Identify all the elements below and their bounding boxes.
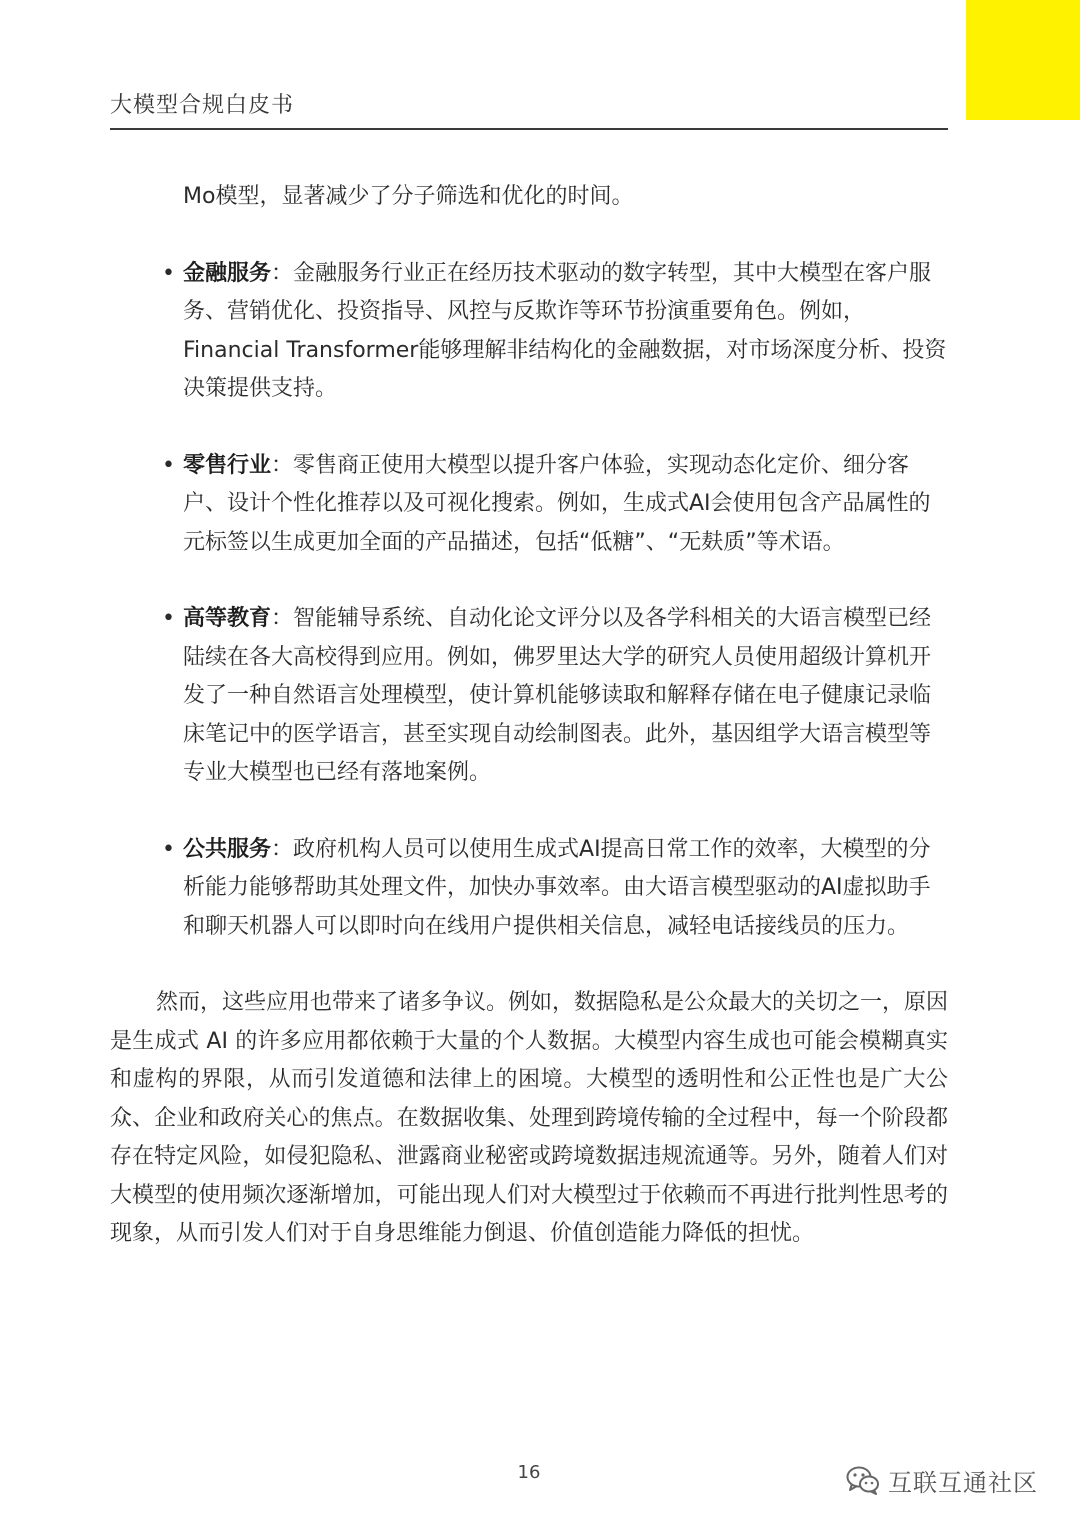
page-content [110,178,948,1254]
watermark-text: 互联互通社区 [888,1468,1038,1497]
bullet-dot: • [162,836,175,862]
wechat-icon [846,1465,880,1495]
page-number: 16 [517,1462,541,1483]
bullet-dot: • [162,606,175,631]
bullet-term: 零售行业 [183,452,272,478]
bullet-higher-education [110,600,948,793]
header-title: 大模型合规白皮书 [110,93,295,118]
bullet-dot: • [162,260,175,286]
bullet-dot: • [162,452,175,478]
bullet-term: 高等教育 [183,606,272,631]
bullet-text: ：政府机构人员可以使用生成式AI提高日常工作的效率，大模型的分析能力能够帮助其处理文件，加快办事效率。由大语言模型驱动的AI虚拟助手和聊天机器人可以即时向在线用户提供相关信息，减轻电话接线员的压力。 [183,836,931,939]
bullet-text: ：零售商正使用大模型以提升客户体验，实现动态化定价、细分客户、设计个性化推荐以及可视化搜索。例如，生成式AI会使用包含产品属性的元标签以生成更加全面的产品描述，包括“低糖”、“无麸质”等术语。 [183,452,931,555]
bullet-term: 公共服务 [183,836,272,862]
bullet-text: ：智能辅导系统、自动化论文评分以及各学科相关的大语言模型已经陆续在各大高校得到应用。例如，佛罗里达大学的研究人员使用超级计算机开发了一种自然语言处理模型，使计算机能够读取和解释存储在电子健康记录临床笔记中的医学语言，甚至实现自动绘制图表。此外，基因组学大语言模型等专业大模型也已经有落地案例。 [183,606,932,785]
watermark [846,1460,1038,1500]
bullet-public-services [110,831,948,947]
header-rule [110,128,948,130]
bullet-term: 金融服务 [183,260,272,286]
bullet-retail [110,447,948,563]
bullet-finance [110,255,948,409]
bullet-text: ：金融服务行业正在经历技术驱动的数字转型，其中大模型在客户服务、营销优化、投资指导、风控与反欺诈等环节扮演重要角色。例如，Financial Transformer能够理解非结构化的金融数据，对市场深度分析、投资决策提供支持。 [183,260,947,401]
yellow-accent-block [966,0,1080,120]
continuation-text: Mo模型，显著减少了分子筛选和优化的时间。 [183,184,634,209]
body-paragraph: 然而，这些应用也带来了诸多争议。例如，数据隐私是公众最大的关切之一，原因是生成式 AI 的许多应用都依赖于大量的个人数据。大模型内容生成也可能会模糊真实和虚构的界限，从而引发道德和法律上的困境。大模型的透明性和公正性也是广大公众、企业和政府关心的焦点。在数据收集、处理到跨境传输的全过程中，每一个阶段都存在特定风险，如侵犯隐私、泄露商业秘密或跨境数据违规流通等。另外，随着人们对大模型的使用频次逐渐增加，可能出现人们对大模型过于依赖而不再进行批判性思考的现象，从而引发人们对于自身思维能力倒退、价值创造能力降低的担忧。 [110,990,949,1246]
